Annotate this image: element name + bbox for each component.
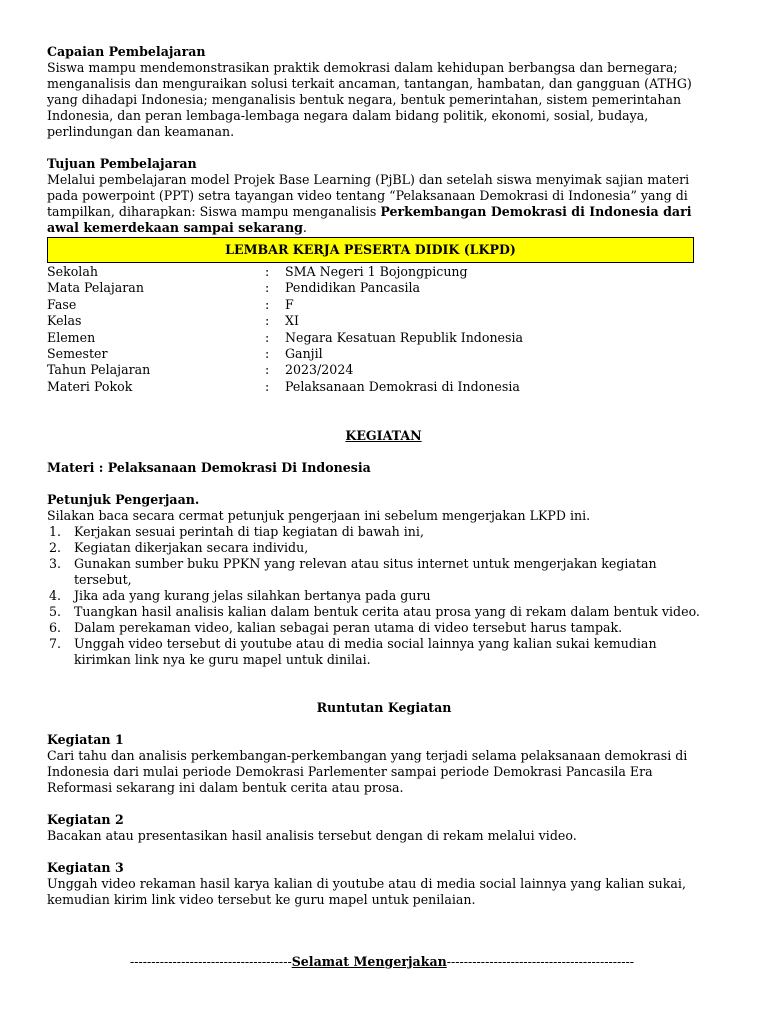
info-colon: :	[265, 345, 270, 361]
info-label: Materi Pokok	[47, 378, 133, 394]
info-colon: :	[265, 296, 270, 312]
info-value: XI	[285, 313, 299, 329]
info-colon: :	[265, 264, 270, 279]
closing-right-dashes: --------------------------------------------	[446, 954, 634, 970]
info-label: Semester	[47, 345, 108, 361]
info-colon: :	[265, 362, 270, 378]
info-value: SMA Negeri 1 Bojongpicung	[285, 264, 468, 279]
list-number: 4.	[49, 588, 62, 604]
document-page	[47, 44, 717, 970]
info-label: Tahun Pelajaran	[47, 362, 151, 378]
closing-text: Selamat Mengerjakan	[291, 954, 447, 970]
list-item	[47, 588, 717, 604]
list-text: Gunakan sumber buku PPKN yang relevan atau situs internet untuk mengerjakan kegiatan tersebut,	[74, 556, 657, 588]
info-colon: :	[265, 313, 270, 329]
petunjuk-heading: Petunjuk Pengerjaan.	[47, 492, 200, 508]
materi-heading: Materi : Pelaksanaan Demokrasi Di Indonesia	[47, 460, 371, 476]
info-label: Kelas	[47, 313, 82, 329]
list-number: 6.	[49, 620, 62, 636]
list-item	[47, 556, 717, 588]
info-colon: :	[265, 378, 270, 394]
info-value: Ganjil	[285, 345, 323, 361]
list-text: Jika ada yang kurang jelas silahkan bertanya pada guru	[74, 588, 431, 604]
info-row	[47, 346, 717, 362]
list-item	[47, 524, 717, 540]
info-value: 2023/2024	[285, 362, 354, 378]
kegiatan-1-heading: Kegiatan 1	[47, 732, 124, 748]
info-row	[47, 379, 717, 395]
info-value: F	[285, 296, 294, 312]
petunjuk-list	[47, 524, 717, 668]
info-row	[47, 362, 717, 378]
info-row	[47, 297, 717, 313]
info-row	[47, 313, 717, 329]
kegiatan-3-heading: Kegiatan 3	[47, 860, 124, 876]
list-text: Dalam perekaman video, kalian sebagai peran utama di video tersebut harus tampak.	[74, 620, 623, 636]
list-number: 7.	[49, 636, 62, 652]
kegiatan-2-heading: Kegiatan 2	[47, 812, 124, 828]
petunjuk-intro: Silakan baca secara cermat petunjuk pengerjaan ini sebelum mengerjakan LKPD ini.	[47, 508, 591, 524]
list-item	[47, 604, 717, 620]
info-colon: :	[265, 280, 270, 296]
info-colon: :	[265, 329, 270, 345]
closing-left-dashes: --------------------------------------	[130, 954, 292, 970]
lkpd-banner: LEMBAR KERJA PESERTA DIDIK (LKPD)	[47, 237, 694, 263]
info-row	[47, 264, 717, 280]
tujuan-text	[47, 172, 717, 236]
list-number: 5.	[49, 604, 62, 620]
list-number: 1.	[49, 524, 62, 540]
closing-line	[47, 954, 717, 970]
list-text: Kerjakan sesuai perintah di tiap kegiatan di bawah ini,	[74, 524, 424, 540]
list-number: 2.	[49, 540, 62, 556]
list-item	[47, 620, 717, 636]
info-label: Mata Pelajaran	[47, 280, 144, 296]
kegiatan-1-text: Cari tahu dan analisis perkembangan-perkembangan yang terjadi selama pelaksanaan demokrasi di Indonesia dari mulai periode Demokrasi Parlementer sampai periode Demokrasi Pancasila Era Reformasi sekarang ini dalam bentuk cerita atau prosa.	[47, 748, 688, 796]
list-text: Tuangkan hasil analisis kalian dalam bentuk cerita atau prosa yang di rekam dalam bentuk video.	[74, 604, 700, 620]
tujuan-text-bold: Perkembangan Demokrasi di Indonesia dari awal kemerdekaan sampai sekarang	[47, 204, 692, 235]
list-text: Unggah video tersebut di youtube atau di media social lainnya yang kalian sukai kemudian kirimkan link nya ke guru mapel untuk dinilai.	[74, 636, 657, 668]
capaian-text: Siswa mampu mendemonstrasikan praktik demokrasi dalam kehidupan berbangsa dan bernegara; menganalisis dan menguraikan solusi terkait ancaman, tantangan, hambatan, dan gangguan (ATHG) yang dihadapi Indonesia; menganalisis bentuk negara, bentuk pemerintahan, sistem pemerintahan Indonesia, dan peran lembaga-lembaga negara dalam bidang politik, ekonomi, sosial, budaya, perlindungan dan keamanan.	[47, 60, 692, 139]
info-label: Elemen	[47, 329, 96, 345]
capaian-heading: Capaian Pembelajaran	[47, 44, 206, 59]
info-value: Pelaksanaan Demokrasi di Indonesia	[285, 378, 520, 394]
info-table	[47, 264, 717, 395]
info-row	[47, 330, 717, 346]
runtutan-title: Runtutan Kegiatan	[316, 700, 452, 716]
tujuan-text-end: .	[302, 220, 307, 235]
tujuan-text-plain: Melalui pembelajaran model Projek Base Learning (PjBL) dan setelah siswa menyimak sajian materi pada powerpoint (PPT) setra tayangan video tentang “Pelaksanaan Demokrasi di Indonesia” yang di tampilkan, diharapkan: Siswa mampu menganalisis	[47, 172, 690, 219]
list-number: 3.	[49, 556, 62, 572]
kegiatan-2-text: Bacakan atau presentasikan hasil analisis tersebut dengan di rekam melalui video.	[47, 828, 577, 844]
info-label: Fase	[47, 296, 77, 312]
list-item	[47, 540, 717, 556]
list-item	[47, 636, 717, 668]
list-text: Kegiatan dikerjakan secara individu,	[74, 540, 309, 556]
info-label: Sekolah	[47, 264, 98, 279]
info-value: Negara Kesatuan Republik Indonesia	[285, 329, 524, 345]
tujuan-heading: Tujuan Pembelajaran	[47, 156, 197, 171]
kegiatan-title: KEGIATAN	[345, 428, 422, 444]
info-row	[47, 280, 717, 296]
info-value: Pendidikan Pancasila	[285, 280, 421, 296]
kegiatan-3-text: Unggah video rekaman hasil karya kalian di youtube atau di media social lainnya yang kalian sukai, kemudian kirim link video tersebut ke guru mapel untuk penilaian.	[47, 876, 686, 908]
